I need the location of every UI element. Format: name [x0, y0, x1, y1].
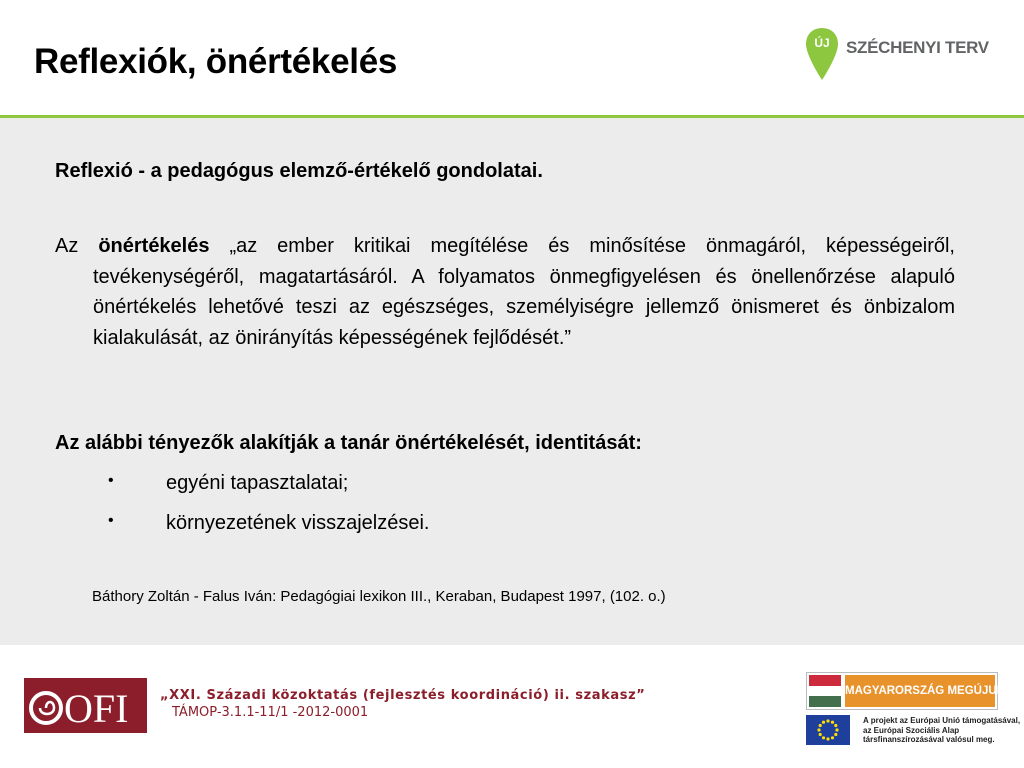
lead-sentence: Reflexió - a pedagógus elemző-értékelő gondolatai. — [55, 160, 543, 182]
map-pin-icon — [804, 26, 840, 82]
hungarian-flag-icon — [809, 675, 841, 707]
ofi-logo-text: OFI — [64, 686, 129, 731]
bullet-icon: • — [108, 472, 114, 489]
eu-line: társfinanszírozásával valósul meg. — [863, 735, 995, 744]
list-item-text: egyéni tapasztalatai; — [166, 472, 349, 494]
eu-line: az Európai Szociális Alap — [863, 725, 960, 735]
slide-title: Reflexiók, önértékelés — [34, 42, 398, 81]
logo-label: SZÉCHENYI TERV — [846, 38, 989, 57]
list-item — [0, 472, 1024, 512]
factors-heading: Az alábbi tényezők alakítják a tanár önértékelését, identitását: — [55, 432, 642, 454]
eu-flag-icon — [806, 715, 850, 745]
magyarorszag-megujul-logo — [806, 672, 1004, 710]
slide-body — [0, 118, 1024, 645]
list-item-text: környezetének visszajelzései. — [166, 512, 430, 534]
ofi-logo — [24, 678, 147, 733]
eu-line: A projekt az Európai Unió támogatásával, — [863, 716, 1021, 725]
para-rest: „az ember kritikai megítélése és minősítése önmagáról, képességeiről, tevékenységéről, magatartásáról. A folyamatos önmegfigyelésen és önellenőrzése alapuló önértékelés lehetővé teszi az egészséges, személyiségre jellemző önismeret és önbizalom kialakulását, az önirányítás képességének fejlődését.” — [93, 235, 955, 349]
mm-banner-text: MAGYARORSZÁG MEGÚJUL — [845, 675, 995, 707]
reference-citation: Báthory Zoltán - Falus Iván: Pedagógiai lexikon III., Keraban, Budapest 1997, (102. o.) — [92, 588, 666, 605]
factors-list — [0, 472, 1024, 552]
definition-paragraph — [55, 231, 955, 353]
logo-badge: ÚJ — [814, 36, 830, 50]
ofi-emblem-icon — [24, 678, 147, 733]
eu-funding-text — [863, 716, 1020, 745]
project-code: TÁMOP-3.1.1-11/1 -2012-0001 — [172, 705, 369, 720]
para-term: önértékelés — [98, 235, 210, 257]
slide-header — [0, 0, 1024, 115]
bullet-icon: • — [108, 512, 114, 529]
para-prefix: Az — [55, 235, 99, 257]
slide-footer — [0, 645, 1024, 768]
project-info — [160, 688, 645, 720]
eu-funding-notice — [806, 715, 1021, 745]
project-name: „XXI. Századi közoktatás (fejlesztés koordináció) ii. szakasz” — [160, 688, 646, 703]
szechenyi-terv-logo — [804, 26, 994, 82]
list-item — [0, 512, 1024, 552]
